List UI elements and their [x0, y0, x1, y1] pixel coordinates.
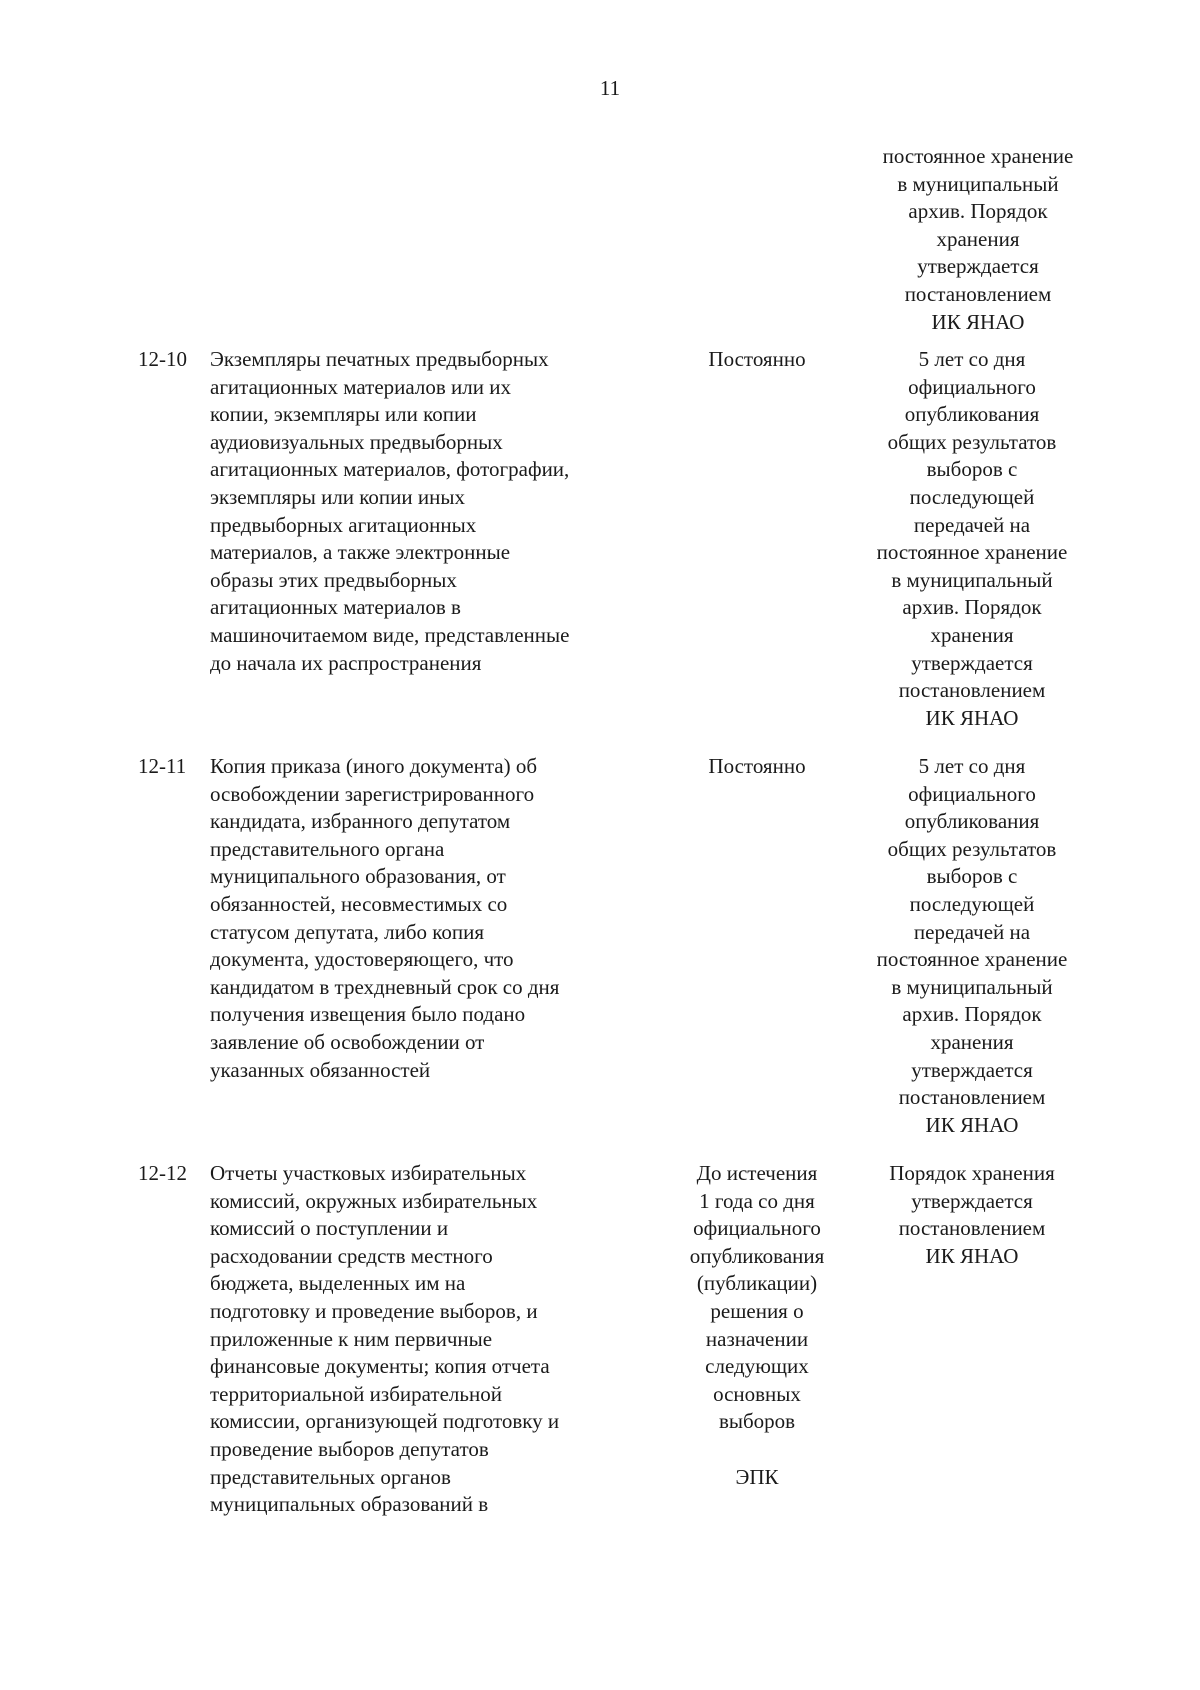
term-line: 1 года со дня — [699, 1188, 815, 1213]
note-line: хранения — [936, 226, 1020, 251]
description-line: материалов, а также электронные — [210, 540, 511, 565]
note-line: последующей — [909, 891, 1035, 916]
description-line: машиночитаемом виде, представленные — [210, 622, 570, 647]
description-line: документа, удостоверяющего, что — [210, 947, 514, 972]
term-line: основных — [713, 1381, 801, 1406]
row-description — [210, 346, 640, 677]
note-line: ИК ЯНАО — [925, 1243, 1019, 1268]
term-line: опубликования — [689, 1243, 825, 1268]
term-line: (публикации) — [696, 1271, 818, 1296]
term-spacer — [662, 1436, 852, 1464]
row-description — [210, 753, 640, 1084]
note-line: архив. Порядок — [902, 595, 1042, 620]
description-line: указанных обязанностей — [210, 1057, 431, 1082]
note-line: утверждается — [917, 254, 1039, 279]
description-line: агитационных материалов в — [210, 595, 461, 620]
term-line: выборов — [718, 1409, 796, 1434]
note-line: постоянное хранение — [876, 947, 1068, 972]
note-line: выборов с — [926, 457, 1018, 482]
note-line: постановлением — [898, 1085, 1046, 1110]
continued-note — [858, 143, 1098, 336]
description-line: агитационных материалов, фотографии, — [210, 457, 570, 482]
description-line: копии, экземпляры или копии — [210, 402, 477, 427]
term-line: До истечения — [696, 1161, 818, 1185]
note-line: общих результатов — [887, 836, 1057, 861]
note-line: общих результатов — [887, 429, 1057, 454]
note-line: передачей на — [913, 919, 1031, 944]
term-line: Постоянно — [708, 754, 806, 778]
note-line: архив. Порядок — [908, 199, 1048, 224]
description-line: кандидата, избранного депутатом — [210, 809, 511, 834]
note-line: хранения — [930, 622, 1014, 647]
term-line: официального — [693, 1216, 821, 1241]
note-line: утверждается — [911, 650, 1033, 675]
note-line: выборов с — [926, 864, 1018, 889]
note-line: официального — [908, 781, 1036, 806]
term-line: решения о — [710, 1298, 804, 1323]
description-line: до начала их распространения — [210, 650, 482, 675]
row-term — [662, 346, 852, 374]
note-line: официального — [908, 374, 1036, 399]
note-line: утверждается — [911, 1188, 1033, 1213]
description-line: территориальной избирательной — [210, 1381, 502, 1406]
description-line: Копия приказа (иного документа) об — [210, 754, 538, 778]
note-line: 5 лет со дня — [918, 754, 1026, 778]
description-line: агитационных материалов или их — [210, 374, 511, 399]
note-line: передачей на — [913, 512, 1031, 537]
description-line: комиссий о поступлении и — [210, 1216, 449, 1241]
note-line: последующей — [909, 484, 1035, 509]
description-line: приложенные к ним первичные — [210, 1326, 493, 1351]
note-line: ИК ЯНАО — [931, 309, 1025, 334]
description-line: аудиовизуальных предвыборных — [210, 429, 503, 454]
note-line: постоянное хранение — [882, 144, 1074, 168]
description-line: экземпляры или копии иных — [210, 484, 465, 509]
row-note — [852, 1160, 1092, 1270]
row-note — [852, 753, 1092, 1139]
description-line: освобождении зарегистрированного — [210, 781, 535, 806]
row-number: 12-12 — [138, 1161, 187, 1185]
page-number: 11 — [599, 76, 621, 100]
term-line: следующих — [705, 1354, 809, 1379]
description-line: бюджета, выделенных им на — [210, 1271, 466, 1296]
description-line: расходовании средств местного — [210, 1243, 493, 1268]
note-line: архив. Порядок — [902, 1002, 1042, 1027]
note-line: в муниципальный — [891, 567, 1053, 592]
description-line: статусом депутата, либо копия — [210, 919, 485, 944]
description-line: обязанностей, несовместимых со — [210, 891, 508, 916]
description-line: финансовые документы; копия отчета — [210, 1354, 550, 1379]
row-number: 12-11 — [138, 754, 187, 778]
note-line: ИК ЯНАО — [925, 1112, 1019, 1137]
description-line: комиссий, окружных избирательных — [210, 1188, 538, 1213]
description-line: представительного органа — [210, 836, 445, 861]
term-mark: ЭПК — [735, 1464, 779, 1489]
note-line: постановлением — [898, 1216, 1046, 1241]
note-line: опубликования — [904, 402, 1040, 427]
row-term — [662, 753, 852, 781]
row-note — [852, 346, 1092, 732]
row-term — [662, 1160, 852, 1491]
note-line: ИК ЯНАО — [925, 705, 1019, 730]
description-line: кандидатом в трехдневный срок со дня — [210, 974, 560, 999]
description-line: Отчеты участковых избирательных — [210, 1161, 527, 1185]
description-line: проведение выборов депутатов — [210, 1436, 489, 1461]
note-line: в муниципальный — [891, 974, 1053, 999]
description-line: предвыборных агитационных — [210, 512, 477, 537]
description-line: Экземпляры печатных предвыборных — [210, 347, 549, 371]
description-line: заявление об освобождении от — [210, 1029, 485, 1054]
description-line: муниципальных образований в — [210, 1492, 489, 1517]
note-line: постоянное хранение — [876, 540, 1068, 565]
row-description — [210, 1160, 640, 1519]
note-line: опубликования — [904, 809, 1040, 834]
description-line: комиссии, организующей подготовку и — [210, 1409, 560, 1434]
description-line: образы этих предвыборных — [210, 567, 457, 592]
term-line: Постоянно — [708, 347, 806, 371]
row-number: 12-10 — [138, 347, 187, 371]
note-line: постановлением — [904, 281, 1052, 306]
note-line: в муниципальный — [897, 171, 1059, 196]
note-line: 5 лет со дня — [918, 347, 1026, 371]
description-line: подготовку и проведение выборов, и — [210, 1298, 538, 1323]
note-line: утверждается — [911, 1057, 1033, 1082]
note-line: постановлением — [898, 678, 1046, 703]
description-line: получения извещения было подано — [210, 1002, 526, 1027]
note-line: хранения — [930, 1029, 1014, 1054]
description-line: представительных органов — [210, 1464, 451, 1489]
note-line: Порядок хранения — [889, 1161, 1055, 1185]
term-line: назначении — [705, 1326, 809, 1351]
description-line: муниципального образования, от — [210, 864, 506, 889]
